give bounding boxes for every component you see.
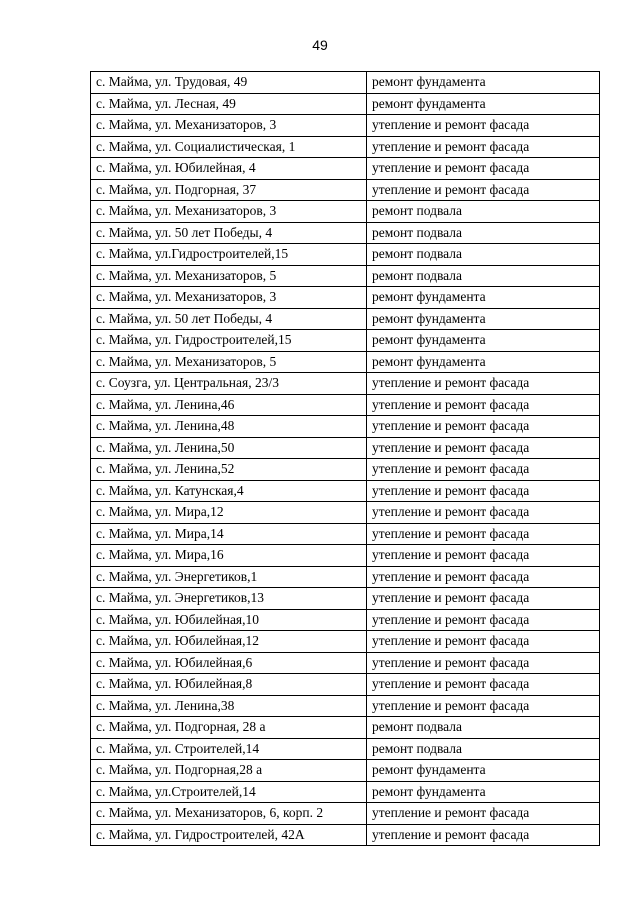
address-cell: с. Майма, ул. Ленина,46 — [91, 394, 367, 416]
table-row — [91, 824, 600, 846]
address-cell: с. Майма, ул. Лесная, 49 — [91, 93, 367, 115]
address-cell: с. Майма, ул. Трудовая, 49 — [91, 72, 367, 94]
work-type-cell: утепление и ремонт фасада — [367, 502, 600, 524]
table-row — [91, 781, 600, 803]
address-cell: с. Майма, ул.Строителей,14 — [91, 781, 367, 803]
table-row — [91, 609, 600, 631]
work-type-cell: утепление и ремонт фасада — [367, 373, 600, 395]
table-row — [91, 566, 600, 588]
work-type-cell: ремонт фундамента — [367, 781, 600, 803]
table-row — [91, 330, 600, 352]
work-type-cell: утепление и ремонт фасада — [367, 523, 600, 545]
table-row — [91, 502, 600, 524]
work-type-cell: ремонт фундамента — [367, 760, 600, 782]
work-type-cell: ремонт подвала — [367, 244, 600, 266]
table-row — [91, 416, 600, 438]
address-cell: с. Майма, ул. Подгорная, 28 а — [91, 717, 367, 739]
table-row — [91, 93, 600, 115]
address-cell: с. Майма, ул. Юбилейная,10 — [91, 609, 367, 631]
table-row — [91, 760, 600, 782]
table-row — [91, 72, 600, 94]
work-type-cell: утепление и ремонт фасада — [367, 566, 600, 588]
work-type-cell: ремонт фундамента — [367, 308, 600, 330]
table-row — [91, 115, 600, 137]
address-cell: с. Майма, ул. Ленина,38 — [91, 695, 367, 717]
work-type-cell: утепление и ремонт фасада — [367, 416, 600, 438]
table-row — [91, 265, 600, 287]
address-cell: с. Майма, ул. Энергетиков,13 — [91, 588, 367, 610]
address-cell: с. Майма, ул. Механизаторов, 3 — [91, 201, 367, 223]
work-type-cell: ремонт подвала — [367, 222, 600, 244]
work-type-cell: ремонт фундамента — [367, 330, 600, 352]
table-row — [91, 523, 600, 545]
work-type-cell: утепление и ремонт фасада — [367, 437, 600, 459]
table-row — [91, 738, 600, 760]
table-row — [91, 652, 600, 674]
address-cell: с. Майма, ул. Юбилейная, 4 — [91, 158, 367, 180]
work-type-cell: утепление и ремонт фасада — [367, 652, 600, 674]
table-row — [91, 588, 600, 610]
work-type-cell: ремонт подвала — [367, 201, 600, 223]
work-type-cell: ремонт фундамента — [367, 351, 600, 373]
table-row — [91, 136, 600, 158]
table-row — [91, 695, 600, 717]
address-cell: с. Соузга, ул. Центральная, 23/3 — [91, 373, 367, 395]
address-cell: с. Майма, ул. Катунская,4 — [91, 480, 367, 502]
address-cell: с. Майма, ул. Механизаторов, 5 — [91, 351, 367, 373]
work-type-cell: утепление и ремонт фасада — [367, 545, 600, 567]
table-row — [91, 158, 600, 180]
work-type-cell: утепление и ремонт фасада — [367, 158, 600, 180]
work-type-cell: утепление и ремонт фасада — [367, 136, 600, 158]
table-row — [91, 244, 600, 266]
work-type-cell: утепление и ремонт фасада — [367, 824, 600, 846]
work-type-cell: ремонт подвала — [367, 738, 600, 760]
work-type-cell: ремонт фундамента — [367, 287, 600, 309]
table-row — [91, 222, 600, 244]
work-type-cell: утепление и ремонт фасада — [367, 480, 600, 502]
address-cell: с. Майма, ул. Подгорная,28 а — [91, 760, 367, 782]
work-type-cell: ремонт фундамента — [367, 93, 600, 115]
work-type-cell: ремонт подвала — [367, 265, 600, 287]
works-table-body — [91, 72, 600, 846]
work-type-cell: утепление и ремонт фасада — [367, 115, 600, 137]
work-type-cell: ремонт фундамента — [367, 72, 600, 94]
work-type-cell: утепление и ремонт фасада — [367, 588, 600, 610]
address-cell: с. Майма, ул. Механизаторов, 3 — [91, 115, 367, 137]
table-row — [91, 373, 600, 395]
work-type-cell: утепление и ремонт фасада — [367, 609, 600, 631]
table-row — [91, 717, 600, 739]
table-row — [91, 351, 600, 373]
address-cell: с. Майма, ул. Энергетиков,1 — [91, 566, 367, 588]
table-row — [91, 674, 600, 696]
address-cell: с. Майма, ул. Ленина,52 — [91, 459, 367, 481]
work-type-cell: утепление и ремонт фасада — [367, 803, 600, 825]
work-type-cell: утепление и ремонт фасада — [367, 674, 600, 696]
table-row — [91, 308, 600, 330]
work-type-cell: утепление и ремонт фасада — [367, 394, 600, 416]
address-cell: с. Майма, ул. Юбилейная,6 — [91, 652, 367, 674]
work-type-cell: утепление и ремонт фасада — [367, 695, 600, 717]
table-row — [91, 394, 600, 416]
address-cell: с. Майма, ул. Мира,14 — [91, 523, 367, 545]
address-cell: с. Майма, ул. 50 лет Победы, 4 — [91, 222, 367, 244]
address-cell: с. Майма, ул. Социалистическая, 1 — [91, 136, 367, 158]
address-cell: с. Майма, ул. Юбилейная,8 — [91, 674, 367, 696]
works-table — [90, 71, 600, 846]
address-cell: с. Майма, ул. Механизаторов, 6, корп. 2 — [91, 803, 367, 825]
table-row — [91, 179, 600, 201]
work-type-cell: утепление и ремонт фасада — [367, 459, 600, 481]
table-row — [91, 803, 600, 825]
table-row — [91, 287, 600, 309]
table-row — [91, 459, 600, 481]
table-row — [91, 437, 600, 459]
address-cell: с. Майма, ул. Гидростроителей,15 — [91, 330, 367, 352]
address-cell: с. Майма, ул. Ленина,50 — [91, 437, 367, 459]
table-row — [91, 631, 600, 653]
address-cell: с. Майма, ул. 50 лет Победы, 4 — [91, 308, 367, 330]
address-cell: с. Майма, ул. Мира,12 — [91, 502, 367, 524]
address-cell: с. Майма, ул. Юбилейная,12 — [91, 631, 367, 653]
page-number: 49 — [312, 37, 328, 53]
table-row — [91, 201, 600, 223]
address-cell: с. Майма, ул. Строителей,14 — [91, 738, 367, 760]
address-cell: с. Майма, ул. Подгорная, 37 — [91, 179, 367, 201]
work-type-cell: ремонт подвала — [367, 717, 600, 739]
address-cell: с. Майма, ул. Ленина,48 — [91, 416, 367, 438]
address-cell: с. Майма, ул. Гидростроителей, 42А — [91, 824, 367, 846]
work-type-cell: утепление и ремонт фасада — [367, 631, 600, 653]
work-type-cell: утепление и ремонт фасада — [367, 179, 600, 201]
address-cell: с. Майма, ул. Мира,16 — [91, 545, 367, 567]
address-cell: с. Майма, ул.Гидростроителей,15 — [91, 244, 367, 266]
table-row — [91, 545, 600, 567]
table-row — [91, 480, 600, 502]
address-cell: с. Майма, ул. Механизаторов, 3 — [91, 287, 367, 309]
address-cell: с. Майма, ул. Механизаторов, 5 — [91, 265, 367, 287]
